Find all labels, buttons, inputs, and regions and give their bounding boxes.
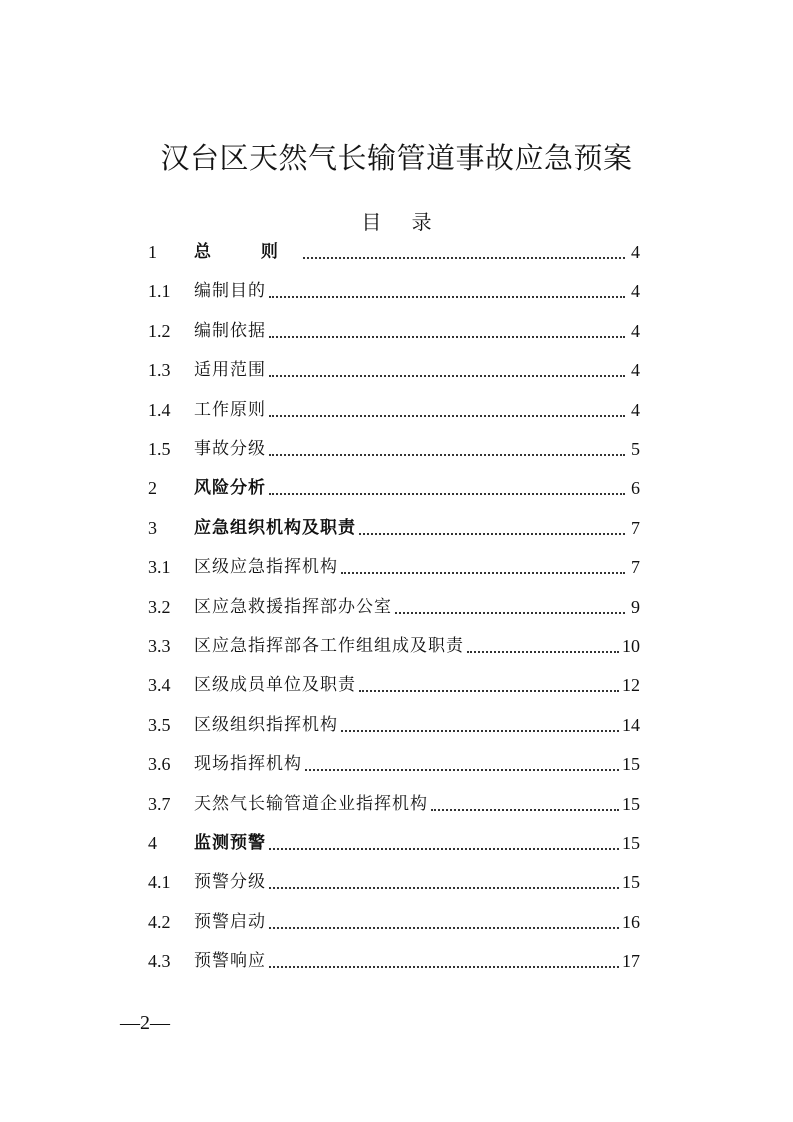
toc-entry[interactable] (148, 945, 640, 977)
toc-entry-page: 17 (622, 951, 640, 972)
toc-entry-title: 事故分级 (194, 439, 266, 459)
toc-entry-number: 3.5 (148, 714, 171, 735)
dot-leader (359, 531, 625, 535)
toc-entry[interactable] (148, 788, 640, 820)
toc-entry-number: 4.3 (148, 951, 171, 972)
toc-entry-number: 3.7 (148, 793, 171, 814)
toc-entry-number: 3.4 (148, 675, 171, 696)
dot-leader (269, 491, 625, 495)
toc-entry-title: 监测预警 (194, 833, 266, 853)
dot-leader (359, 688, 619, 692)
toc-entry[interactable] (148, 472, 640, 504)
toc-entry-title: 适用范围 (194, 360, 266, 381)
toc-entry-page: 7 (631, 517, 640, 538)
dot-leader (431, 807, 619, 811)
page-number: —2— (120, 1012, 170, 1034)
toc-entry-number: 3.2 (148, 596, 171, 617)
toc-entry[interactable] (148, 866, 640, 898)
toc-entry-page: 4 (631, 242, 640, 262)
dot-leader (269, 452, 625, 456)
toc-entry[interactable] (148, 748, 640, 780)
toc-entry-title: 天然气长输管道企业指挥机构 (194, 793, 428, 814)
toc-entry-title: 现场指挥机构 (194, 754, 302, 775)
toc-entry[interactable] (148, 906, 640, 938)
toc-entry[interactable] (148, 709, 640, 741)
dot-leader (341, 570, 625, 574)
toc-entry[interactable] (148, 591, 640, 623)
toc-entry[interactable] (148, 433, 640, 465)
toc-entry-title: 风险分析 (194, 478, 266, 499)
toc-entry[interactable] (148, 236, 640, 268)
toc-entry-number: 1 (148, 242, 157, 262)
toc-entry-page: 7 (631, 557, 640, 578)
toc-entry-page: 15 (622, 872, 640, 893)
toc-entry-page: 15 (622, 793, 640, 814)
toc-heading: 目 录 (361, 210, 444, 234)
toc-entry-title: 编制目的 (194, 281, 266, 302)
toc-entry-page: 5 (631, 439, 640, 459)
toc-entry[interactable] (148, 669, 640, 701)
toc-entry-title: 应急组织机构及职责 (194, 517, 356, 538)
toc-entry-page: 14 (622, 714, 640, 735)
toc-entry-page: 15 (622, 833, 640, 853)
toc-entry-number: 4 (148, 833, 157, 853)
toc-entry-title: 区应急救援指挥部办公室 (194, 596, 392, 617)
toc-entry-number: 3.3 (148, 636, 171, 656)
toc-entry-page: 9 (631, 596, 640, 617)
toc-entry-page: 6 (631, 478, 640, 499)
dot-leader (269, 846, 619, 850)
toc-entry-title: 区级成员单位及职责 (194, 675, 356, 696)
toc-entry[interactable] (148, 315, 640, 347)
dot-leader (303, 255, 625, 259)
toc-entry-title: 区级应急指挥机构 (194, 557, 338, 578)
dot-leader (269, 294, 625, 298)
toc-entry-number: 3.6 (148, 754, 171, 775)
toc-entry-title: 预警分级 (194, 872, 266, 893)
toc-entry[interactable] (148, 394, 640, 426)
toc-entry-number: 3 (148, 517, 157, 538)
toc-entry-title: 区级组织指挥机构 (194, 714, 338, 735)
toc-entry-page: 12 (622, 675, 640, 696)
toc-entry-title: 区应急指挥部各工作组组成及职责 (194, 636, 464, 656)
toc-entry-title: 工作原则 (194, 399, 266, 420)
toc-entry-page: 10 (622, 636, 640, 656)
dot-leader (269, 964, 619, 968)
toc-entry-number: 1.3 (148, 360, 171, 381)
toc-entry-page: 15 (622, 754, 640, 775)
toc-entry-number: 2 (148, 478, 157, 499)
toc-entry-page: 4 (631, 281, 640, 302)
document-title: 汉台区天然气长输管道事故应急预案 (160, 141, 633, 175)
toc-entry-title: 编制依据 (194, 320, 266, 341)
toc-entry-title: 预警响应 (194, 951, 266, 972)
toc-entry-title: 预警启动 (194, 911, 266, 932)
dot-leader (269, 885, 619, 889)
toc-entry-page: 4 (631, 360, 640, 381)
toc-entry-page: 16 (622, 911, 640, 932)
dot-leader (269, 334, 625, 338)
toc-entry[interactable] (148, 827, 640, 859)
toc-entry-page: 4 (631, 320, 640, 341)
toc-entry-number: 1.1 (148, 281, 171, 302)
dot-leader (395, 610, 625, 614)
toc-entry[interactable] (148, 275, 640, 307)
toc-entry[interactable] (148, 551, 640, 583)
dot-leader (305, 767, 619, 771)
dot-leader (467, 649, 619, 653)
dot-leader (341, 728, 619, 732)
toc-entry-page: 4 (631, 399, 640, 420)
toc-entry[interactable] (148, 354, 640, 386)
toc-entry[interactable] (148, 630, 640, 662)
toc-entry[interactable] (148, 512, 640, 544)
dot-leader (269, 925, 619, 929)
toc-entry-number: 4.2 (148, 911, 171, 932)
toc-entry-title: 总 则 (194, 242, 300, 262)
toc-entry-number: 1.4 (148, 399, 171, 420)
toc-entry-number: 3.1 (148, 557, 171, 578)
dot-leader (269, 373, 625, 377)
dot-leader (269, 413, 625, 417)
toc-entry-number: 1.2 (148, 320, 171, 341)
toc-entry-number: 4.1 (148, 872, 171, 893)
toc-entry-number: 1.5 (148, 439, 171, 459)
